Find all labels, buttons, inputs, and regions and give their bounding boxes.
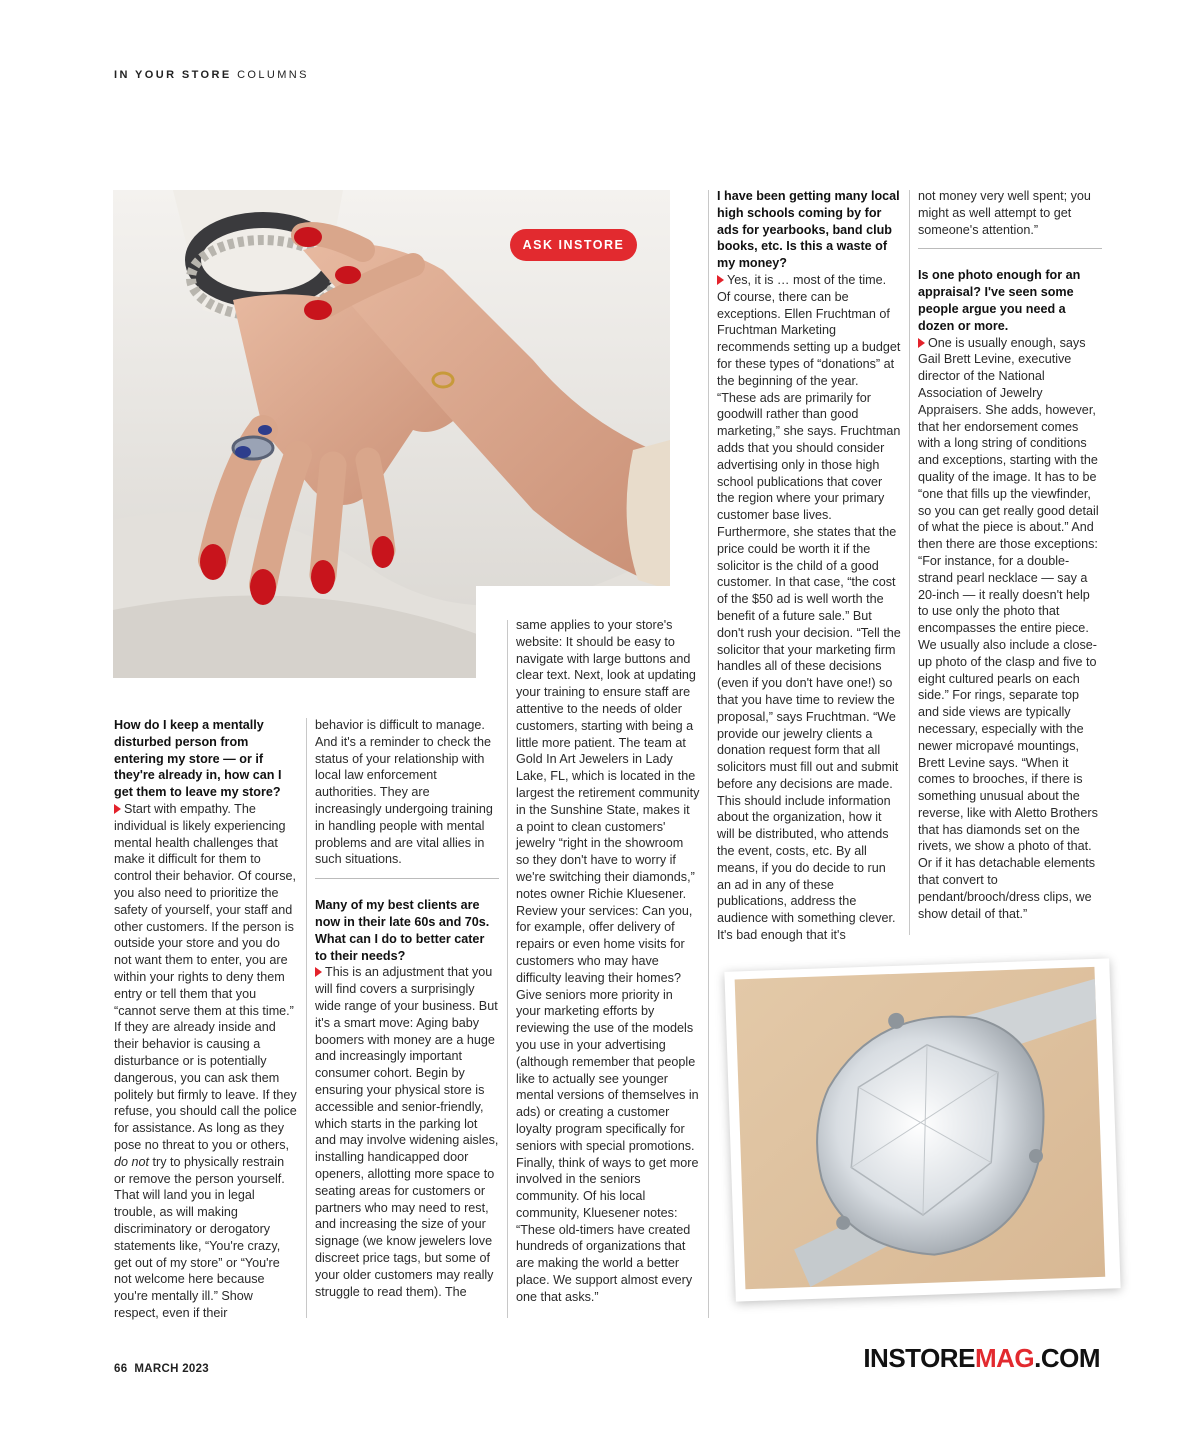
site-logo-part: INSTORE (863, 1343, 975, 1373)
column-3 (516, 617, 700, 1306)
site-logo[interactable] (863, 1343, 1100, 1374)
section-rule (918, 248, 1102, 249)
site-logo-accent: MAG (974, 1343, 1035, 1373)
question-older-clients: Many of my best clients are now in their late 60s and 70s. What can I do to better cater to their needs? (315, 898, 490, 963)
section-rule (315, 878, 499, 879)
page-number: 66 (114, 1363, 128, 1375)
column-1 (114, 717, 298, 1322)
continued-text: not money very well spent; you might as well attempt to get someone's attention.” (918, 189, 1091, 237)
ask-instore-badge: ASK INSTORE (510, 229, 637, 261)
answer-mental-health (114, 801, 298, 1322)
question-yearbook-ads: I have been getting many local high schools coming by for ads for yearbooks, band club books, etc. Is this a waste of my money? (717, 189, 900, 271)
arrow-icon (114, 804, 121, 814)
section-title: IN YOUR STORE (114, 69, 232, 81)
column-2 (315, 717, 499, 1300)
question-mental-health: How do I keep a mentally disturbed person from entering my store — or if they're already in, how can I get them to leave my store? (114, 718, 282, 800)
page-footer (114, 1363, 209, 1375)
answer-emphasis: do not (114, 1154, 150, 1169)
arrow-icon (717, 275, 724, 285)
section-header (114, 69, 309, 81)
answer-text: Yes, it is … most of the time. Of course, there can be exceptions. Ellen Fruchtman of Fruchtman Marketing recommends setting up a budget for these types of “donations” at the beginning of the year. “These ads are primarily for goodwill rather than good marketing,” she says. Fruchtman adds that you should consider advertising only in those high school publications that cover the region where your primary customer base lives. Furthermore, she states that the price could be worth it if the solicitor is the child of a good customer. In that case, “the cost of the $50 ad is well worth the benefit of a future sale.” But don't rush your decision. “Tell the solicitor that your marketing firm handles all of these decisions (even if you don't have one!) so that you have time to review the proposal,” says Fruchtman. “We provide our jewelry clients a donation request form that all solicitors must fill out and submit before any decisions are made. This should include information about the organization, how it will be distributed, who attends the event, costs, etc. By all means, if you do decide to run an ad in any of these publications, address the audience with something clever. It's bad enough that it's (717, 272, 901, 943)
arrow-icon (315, 967, 322, 977)
issue-date: MARCH 2023 (134, 1363, 209, 1375)
arrow-icon (918, 338, 925, 348)
answer-appraisal-photo (918, 335, 1102, 923)
column-4 (717, 188, 901, 944)
answer-text: Start with empathy. The individual is likely experiencing mental health challenges that make it difficult for them to control their behavior. Of course, you also need to prioritize the safety of yourself, your staff and other customers. If the person is outside your store and you do not want them to enter, you are within your rights to deny them entry or tell them that you “cannot serve them at this time.” If they are already inside and their behavior is causing a disturbance or is potentially dangerous, you can ask them politely but firmly to leave. If they refuse, you should call the police for assistance. As long as they pose no threat to you or others, (114, 801, 297, 1152)
column-5 (918, 188, 1102, 922)
column-divider (909, 190, 910, 935)
continued-text: same applies to your store's website: It should be easy to navigate with large buttons and clear text. Next, look at updating your training to ensure staff are attentive to the needs of older customers, starting with being a little more patient. The team at Gold In Art Jewelers in Lady Lake, FL, which is located in the largest the retirement community in the Sunshine State, makes it a point to clean customers' jewelry “right in the showroom so they don't have to worry if we're switching their diamonds,” notes owner Richie Kluesener. Review your services: Can you, for example, offer delivery of repairs or even home visits for customers who may have difficulty leaving their homes? Give seniors more priority in your marketing efforts by reviewing the use of the models you use in your advertising (although remember that people like to actually see younger mental versions of themselves in ads) or creating a customer loyalty program specifically for seniors with special promotions. Finally, think of ways to get more involved in the seniors community. Of his local community, Kluesener notes: “These old-timers have created hundreds of organizations that are making the world a better place. We support almost every one that asks.” (516, 618, 700, 1304)
column-divider (708, 190, 709, 1318)
column-divider (507, 620, 508, 1318)
site-logo-domain: .COM (1034, 1343, 1100, 1373)
answer-text: One is usually enough, says Gail Brett Levine, executive director of the National Association of Jewelry Appraisers. She adds, however, that her endorsement comes with a long string of conditions and exceptions, starting with the quality of the image. It has to be “one that fills up the viewfinder, so you can get really good detail of what the piece is about.” And then there are those exceptions: “For instance, for a double-strand pearl necklace — say a 20-inch — it really doesn't help to use only the photo that encompasses the entire piece. We usually also include a close-up photo of the clasp and five to eight cultured pearls on each side.” For rings, separate top and side views are typically necessary, especially with the newer micropavé mountings, Brett Levine says. “When it comes to brooches, if there is something unusual about the reverse, like with Aletto Brothers that has diamonds set on the rivets, we show a photo of that. Or if it has detachable elements that convert to pendant/brooch/dress clips, we show detail of that.” (918, 335, 1099, 921)
diamond-ring-photo (724, 958, 1120, 1301)
answer-older-clients (315, 964, 499, 1300)
section-subtitle: COLUMNS (237, 69, 309, 81)
continued-text: behavior is difficult to manage. And it's a reminder to check the status of your relationship with local law enforcement authorities. They are increasingly undergoing training in handling people with mental problems and are vital allies in such situations. (315, 718, 493, 867)
answer-yearbook-ads (717, 272, 901, 944)
answer-text-end: try to physically restrain or remove the person yourself. That will land you in legal trouble, as will making discriminatory or derogatory statements like, “You're crazy, get out of my store” or “You're not welcome here because you're mentally ill.” Show respect, even if their (114, 1154, 285, 1320)
diamond-ring-illustration (724, 958, 1120, 1301)
answer-text: This is an adjustment that you will find covers a surprisingly wide range of your business. But it's a smart move: Aging baby boomers with money are a huge and increasingly important consumer cohort. Begin by ensuring your physical store is accessible and senior-friendly, which starts in the parking lot and may involve widening aisles, installing handicapped door openers, allotting more space to seating areas for customers or partners who may need to rest, and increasing the size of your signage (we know jewelers love discreet price tags, but some of your older customers may really struggle to read them). The (315, 965, 499, 1299)
column-divider (306, 718, 307, 1318)
question-appraisal-photo: Is one photo enough for an appraisal? I've seen some people argue you need a dozen or more. (918, 268, 1081, 333)
